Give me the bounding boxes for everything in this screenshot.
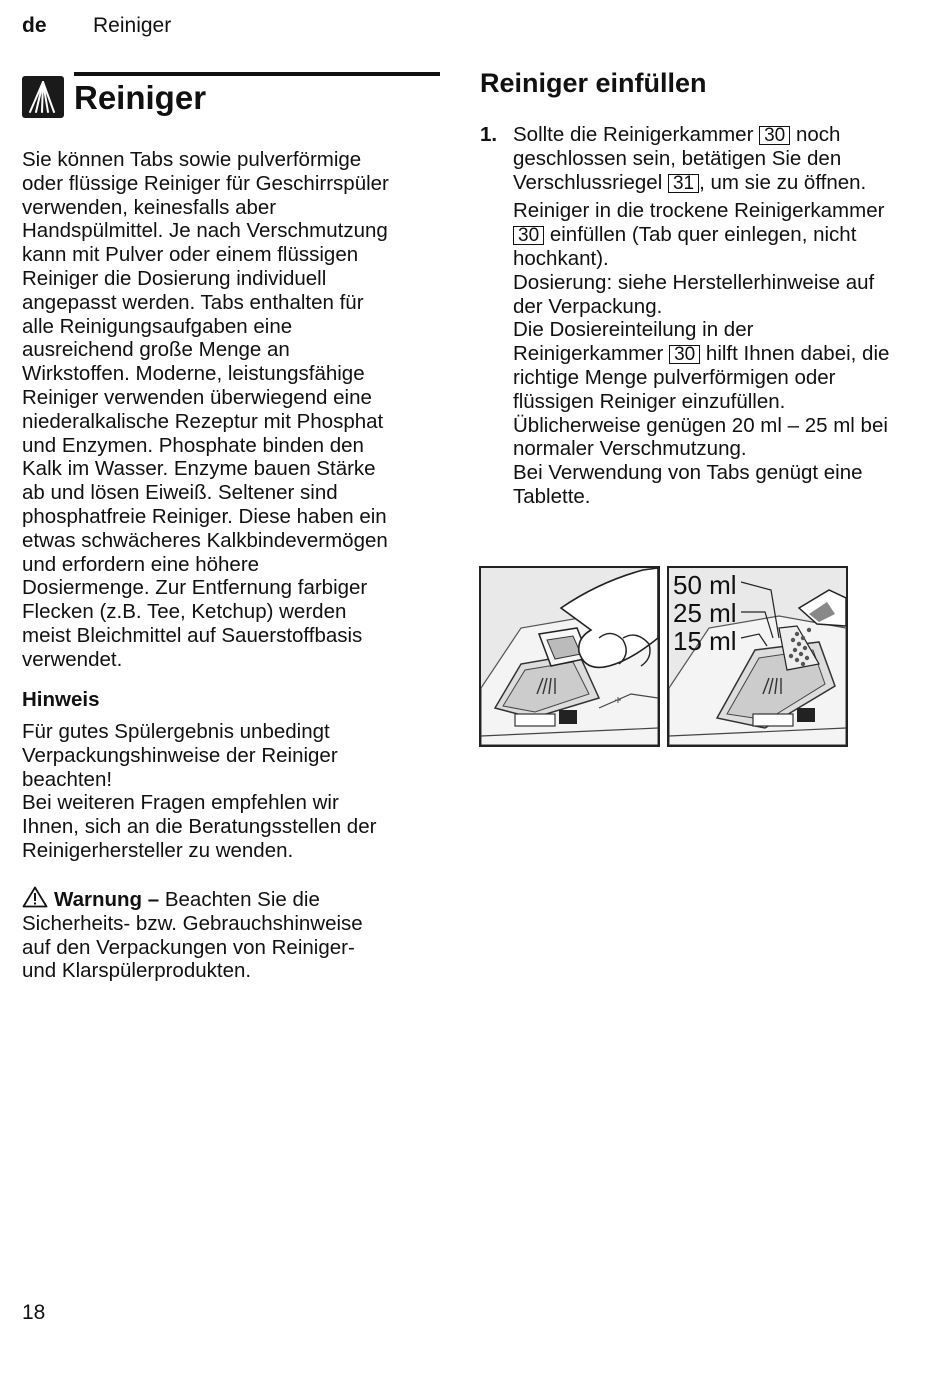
step-tabs: Bei Verwendung von Tabs genügt eine Tablette. [513, 461, 863, 508]
step-dose-scale: Die Dosiereinteilung in der Reinigerkammer 30 hilft Ihnen dabei, die richtige Menge pulverförmigen oder flüssigen Reiniger einzufüllen. [513, 318, 890, 413]
fill-detergent-title: Reiniger einfüllen [480, 68, 707, 98]
step-fill-chamber: Reiniger in die trockene Reinigerkammer 30 einfüllen (Tab quer einlegen, nicht hochkant). [513, 199, 885, 270]
step-text [513, 123, 908, 509]
ref-30: 30 [513, 226, 544, 245]
warning-triangle-icon [22, 886, 48, 908]
detergent-icon [22, 76, 64, 118]
ref-30: 30 [669, 345, 700, 364]
figure-insert-tab [479, 566, 660, 747]
intro-paragraph: Sie können Tabs sowie pulverförmige oder flüssige Reiniger für Geschirrspüler verwenden, keinesfalls aber Handspülmittel. Je nach Verschmutzung kann mit Pulver oder einem flüssigen Reiniger die Dosierung individuell angepasst werden. Tabs enthalten für alle Reinigungsaufgaben eine ausreichend große Menge an Wirkstoffen. Moderne, leistungsfähige Reiniger verwenden überwiegend eine niederalkalische Rezeptur mit Phosphat und Enzymen. Phosphate binden den Kalk im Wasser. Enzyme bauen Stärke ab und lösen Eiweiß. Seltener sind phosphatfreie Reiniger. Diese haben ein etwas schwächeres Kalkbindevermögen und erfordern eine höhere Dosiermenge. Zur Entfernung farbiger Flecken (z.B. Tee, Ketchup) werden meist Bleichmittel auf Sauerstoffbasis verwendet. [22, 148, 389, 671]
step-number: 1. [480, 123, 498, 146]
header-language: de [22, 14, 47, 37]
step-dosage: Dosierung: siehe Herstellerhinweise auf der Verpackung. [513, 270, 875, 318]
note-text: Für gutes Spülergebnis unbedingt Verpackungshinweise der Reiniger beachten! Bei weiteren Fragen empfehlen wir Ihnen, sich an die Beratungsstellen der Reinigerhersteller zu wenden. [22, 720, 377, 862]
figure-fill-powder [667, 566, 848, 747]
page-number: 18 [22, 1301, 46, 1324]
ref-30: 30 [759, 126, 790, 145]
dose-label-25ml: 25 ml [673, 598, 737, 628]
section-title: Reiniger [74, 79, 207, 116]
dose-label-15ml: 15 ml [673, 626, 737, 656]
warning-label: Warnung – [54, 888, 160, 911]
section-rule [74, 72, 440, 76]
warning-text: Beachten Sie die Sicherheits- bzw. Gebrauchshinweise auf den Verpackungen von Reiniger- und Klarspülerprodukten. [22, 888, 363, 983]
dose-label-50ml: 50 ml [673, 570, 737, 600]
step-open-chamber: Sollte die Reinigerkammer 30 noch geschlossen sein, betätigen Sie den Verschlussriegel 31 , um sie zu öffnen. [513, 123, 867, 194]
step-usual-amount: Üblicherweise genügen 20 ml – 25 ml bei normaler Verschmutzung. [513, 413, 888, 461]
note-title: Hinweis [22, 688, 100, 711]
ref-31: 31 [668, 174, 699, 193]
warning-paragraph [22, 886, 363, 983]
header-title: Reiniger [93, 14, 172, 37]
